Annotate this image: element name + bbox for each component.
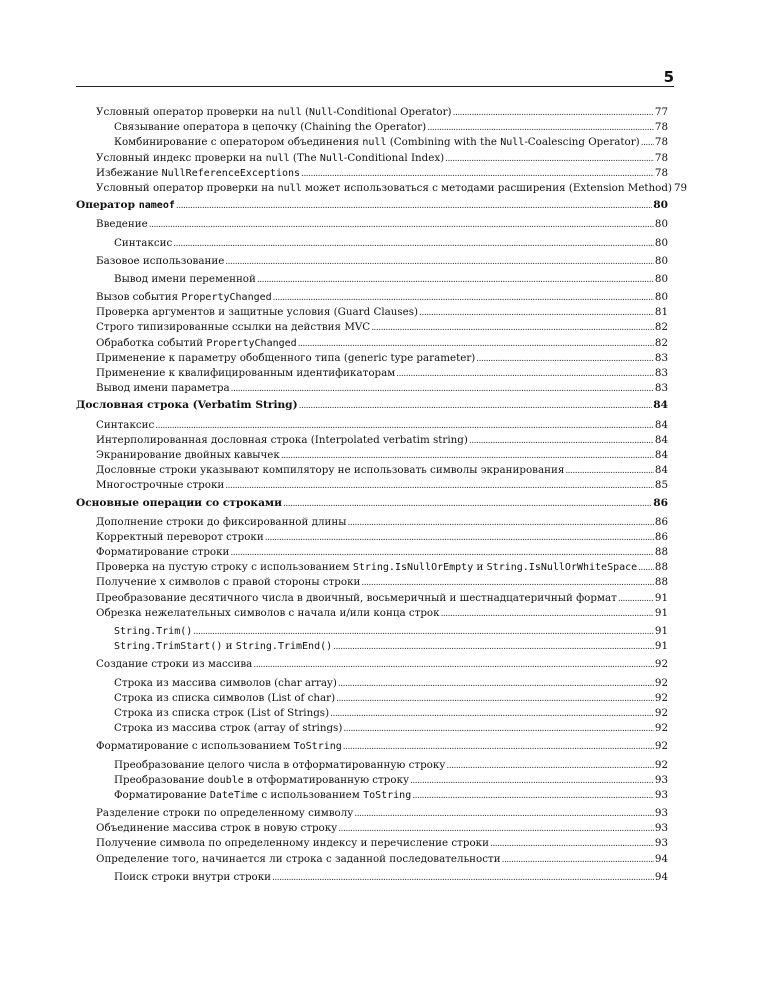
- toc-dot-leader: [410, 773, 654, 789]
- toc-entry[interactable]: [76, 606, 668, 621]
- toc-text-fragment: Вывод имени переменной: [114, 272, 256, 285]
- toc-page-number: 82: [654, 336, 668, 349]
- toc-text-fragment: Основные операции со строками: [76, 496, 282, 509]
- toc-text-fragment: Проверка на пустую строку с использованием: [96, 561, 353, 574]
- toc-dot-leader: [298, 336, 654, 352]
- toc-entry-title: [96, 657, 252, 672]
- toc-dot-leader: [476, 351, 654, 367]
- toc-entry[interactable]: [76, 433, 668, 448]
- toc-entry[interactable]: [76, 545, 668, 560]
- toc-entry[interactable]: [76, 870, 668, 885]
- toc-entry[interactable]: [76, 591, 668, 606]
- toc-dot-leader: [354, 806, 654, 822]
- toc-entry[interactable]: [76, 320, 668, 335]
- toc-text-fragment: Строка из списка строк (List of Strings): [114, 706, 330, 719]
- toc-page-number: 78: [654, 151, 668, 164]
- toc-entry-title: [96, 448, 280, 463]
- toc-page-number: 84: [654, 464, 668, 477]
- toc-dot-leader: [231, 381, 654, 397]
- toc-page-number: 78: [654, 121, 668, 134]
- toc-page-number: 80: [654, 291, 668, 304]
- toc-page-number: 93: [654, 822, 668, 835]
- toc-code-fragment: null: [362, 137, 387, 149]
- toc-entry-title: [96, 530, 264, 545]
- toc-entry-title: [114, 706, 329, 721]
- toc-dot-leader: [149, 217, 654, 233]
- toc-text-fragment: Вызов события: [96, 291, 182, 304]
- toc-entry[interactable]: [76, 691, 668, 706]
- toc-entry-title: [96, 463, 564, 478]
- toc-dot-leader: [453, 105, 654, 121]
- toc-entry[interactable]: [76, 560, 668, 575]
- toc-text-fragment: Поиск строки внутри строки: [114, 870, 272, 883]
- toc-text-fragment: Условный оператор проверки на: [96, 106, 278, 118]
- toc-code-fragment: nameof: [138, 200, 175, 212]
- toc-page-number: 92: [654, 706, 668, 719]
- toc-entry-title: [96, 381, 230, 396]
- toc-text-fragment: Создание строки из массива: [96, 658, 253, 671]
- toc-dot-leader: [565, 463, 654, 479]
- toc-page-number: 86: [653, 496, 668, 509]
- toc-text-fragment: Синтаксис: [96, 418, 155, 431]
- toc-entry-title: [96, 320, 370, 335]
- toc-text-fragment: -Conditional Operator): [333, 106, 452, 118]
- toc-entry[interactable]: [76, 639, 668, 654]
- toc-page-number: 81: [654, 306, 668, 319]
- toc-dot-leader: [301, 166, 654, 182]
- page-number: 5: [663, 68, 674, 86]
- toc-text-fragment: Строка из массива символов (char array): [114, 676, 337, 689]
- toc-text-fragment: Корректный переворот строки: [96, 530, 264, 543]
- toc-entry[interactable]: [76, 105, 668, 120]
- toc-page-number: 92: [654, 758, 668, 771]
- toc-code-fragment: Null: [319, 152, 344, 164]
- toc-entry-title: [114, 676, 337, 691]
- toc-page-number: 83: [654, 382, 668, 395]
- toc-page-number: 92: [654, 691, 668, 704]
- toc-dot-leader: [330, 706, 654, 722]
- toc-code-fragment: NullReferenceExceptions: [161, 167, 301, 179]
- toc-entry-title: [96, 305, 418, 320]
- toc-dot-leader: [412, 788, 654, 804]
- toc-page-number: 84: [654, 448, 668, 461]
- toc-page-number: 80: [653, 199, 668, 212]
- toc-page-number: 93: [654, 807, 668, 820]
- toc-page-number: 92: [654, 722, 668, 735]
- toc-entry-title: [96, 545, 229, 560]
- toc-page-number: 92: [654, 676, 668, 689]
- toc-entry-title: [76, 496, 282, 511]
- toc-dot-leader: [371, 320, 654, 336]
- toc-dot-leader: [265, 530, 654, 546]
- toc-page-number: 83: [654, 351, 668, 364]
- toc-entry[interactable]: [76, 478, 668, 493]
- toc-entry-title: [114, 758, 445, 773]
- toc-text-fragment: Связывание оператора в цепочку (Chaining the Operator): [114, 121, 427, 134]
- toc-text-fragment: Обрезка нежелательных символов с начала и/или конца строк: [96, 606, 440, 619]
- toc-text-fragment: Условный индекс проверки на: [96, 151, 266, 164]
- toc-entry-title: [96, 366, 395, 381]
- toc-page-number: 80: [654, 236, 668, 249]
- toc-entry-title: [96, 254, 224, 269]
- toc-text-fragment: Форматирование: [114, 788, 210, 801]
- toc-entry-title: [114, 691, 335, 706]
- toc-entry-title: [96, 821, 337, 836]
- toc-dot-leader: [502, 852, 654, 868]
- toc-entry[interactable]: [76, 676, 668, 691]
- toc-entry-title: [96, 151, 444, 166]
- toc-dot-leader: [441, 606, 654, 622]
- toc-page-number: 91: [654, 591, 668, 604]
- toc-page-number: 94: [654, 852, 668, 865]
- toc-dot-leader: [343, 721, 654, 737]
- toc-code-fragment: ToString: [363, 789, 412, 801]
- toc-entry-title: [96, 336, 297, 351]
- toc-text-fragment: -Coalescing Operator): [524, 136, 640, 149]
- toc-text-fragment: Определение того, начинается ли строка с заданной последовательности: [96, 852, 501, 865]
- toc-dot-leader: [176, 198, 652, 214]
- toc-entry[interactable]: [76, 151, 668, 166]
- toc-entry-title: [76, 198, 175, 213]
- toc-entry[interactable]: [76, 657, 668, 672]
- toc-dot-leader: [361, 575, 653, 591]
- toc-page-number: 85: [654, 479, 668, 492]
- toc-text-fragment: Преобразование десятичного числа в двоичный, восьмеричный и шестнадцатеричный формат: [96, 591, 617, 604]
- toc-dot-leader: [257, 272, 654, 288]
- toc-text-fragment: Применение к квалифицированным идентификаторам: [96, 367, 396, 379]
- toc-entry[interactable]: [76, 290, 668, 305]
- toc-text-fragment: Строка из списка символов (List of char): [114, 691, 336, 704]
- toc-text-fragment: (: [301, 106, 309, 118]
- toc-text-fragment: (The: [289, 151, 320, 164]
- toc-entry-title: [96, 591, 617, 606]
- toc-text-fragment: Разделение строки по определенному символу: [96, 807, 354, 820]
- toc-entry[interactable]: [76, 721, 668, 736]
- toc-page-number: 80: [654, 272, 668, 285]
- toc-entry[interactable]: [76, 852, 668, 867]
- toc-entry-title: [96, 806, 353, 821]
- toc-entry[interactable]: [76, 366, 668, 381]
- toc-dot-leader: [272, 870, 654, 886]
- toc-entry-title: [114, 624, 192, 639]
- toc-entry[interactable]: [76, 530, 668, 545]
- toc-text-fragment: Интерполированная дословная строка (Interpolated verbatim string): [96, 433, 468, 446]
- toc-text-fragment: Объединение массива строк в новую строку: [96, 822, 338, 835]
- toc-entry[interactable]: [76, 758, 668, 773]
- toc-entry-title: [96, 166, 300, 181]
- toc-text-fragment: в отформатированную строку: [243, 773, 410, 786]
- toc-entry[interactable]: [76, 806, 668, 821]
- toc-entry[interactable]: [76, 351, 668, 366]
- toc-text-fragment: Получение x символов с правой стороны строки: [96, 576, 361, 589]
- toc-entry-title: [96, 478, 224, 493]
- toc-page-number: 93: [654, 837, 668, 850]
- toc-entry-title: [96, 515, 346, 530]
- toc-page-number: 84: [654, 418, 668, 431]
- toc-page-number: 93: [654, 773, 668, 786]
- toc-page-number: 82: [654, 321, 668, 334]
- toc-dot-leader: [641, 135, 654, 151]
- toc-entry-title: [96, 105, 452, 120]
- header-rule: [76, 86, 674, 87]
- toc-text-fragment: Экранирование двойных кавычек: [96, 448, 280, 461]
- toc-dot-leader: [283, 496, 652, 512]
- toc-code-fragment: ToString: [293, 741, 342, 753]
- toc-page-number: 77: [654, 106, 668, 118]
- toc-text-fragment: Дословная строка (Verbatim String): [76, 399, 298, 412]
- toc-entry[interactable]: [76, 381, 668, 396]
- toc-dot-leader: [155, 418, 654, 434]
- toc-dot-leader: [225, 478, 654, 494]
- toc-page-number: 93: [654, 788, 668, 801]
- toc-dot-leader: [396, 366, 654, 382]
- toc-entry[interactable]: [76, 166, 668, 181]
- toc-code-fragment: String.TrimEnd(): [235, 641, 333, 653]
- toc-entry-title: [114, 272, 256, 287]
- toc-page-number: 84: [653, 399, 668, 412]
- toc-entry-title: [114, 870, 271, 885]
- toc-text-fragment: -Conditional Index): [343, 151, 445, 164]
- toc-text-fragment: Дополнение строки до фиксированной длины: [96, 515, 347, 528]
- toc-page-number: 88: [654, 546, 668, 559]
- toc-text-fragment: Строка из массива строк (array of strings): [114, 722, 343, 735]
- toc-entry[interactable]: [76, 773, 668, 788]
- toc-chapter-entry[interactable]: [76, 398, 668, 413]
- toc-entry[interactable]: [76, 236, 668, 251]
- toc-text-fragment: Комбинирование с оператором объединения: [114, 136, 363, 149]
- toc-code-fragment: String.Trim(): [114, 626, 193, 637]
- toc-entry-title: [96, 217, 148, 232]
- toc-code-fragment: Null: [500, 137, 525, 149]
- toc-entry[interactable]: [76, 448, 668, 463]
- toc-dot-leader: [273, 290, 654, 306]
- toc-text-fragment: Вывод имени параметра: [96, 382, 230, 395]
- toc-text-fragment: Преобразование целого числа в отформатированную строку: [114, 758, 446, 771]
- toc-page-number: 83: [654, 367, 668, 379]
- toc-entry[interactable]: [76, 836, 668, 851]
- toc-code-fragment: PropertyChanged: [181, 292, 272, 304]
- toc-entry[interactable]: [76, 788, 668, 803]
- toc-dot-leader: [347, 515, 653, 531]
- toc-entry[interactable]: [76, 272, 668, 287]
- toc-text-fragment: Форматирование строки: [96, 546, 230, 559]
- toc-text-fragment: Форматирование с использованием: [96, 740, 294, 753]
- toc-dot-leader: [225, 254, 654, 270]
- toc-text-fragment: Оператор: [76, 199, 139, 212]
- toc-code-fragment: null: [265, 152, 290, 164]
- toc-dot-leader: [419, 305, 654, 321]
- toc-dot-leader: [338, 676, 654, 692]
- toc-page-number: 88: [654, 576, 668, 589]
- toc-entry[interactable]: [76, 305, 668, 320]
- toc-entry[interactable]: [76, 575, 668, 590]
- toc-entry[interactable]: [76, 624, 668, 639]
- toc-dot-leader: [193, 624, 654, 640]
- toc-text-fragment: Базовое использование: [96, 254, 225, 267]
- toc-page-number: 86: [654, 515, 668, 528]
- toc-code-fragment: String.IsNullOrEmpty: [352, 562, 474, 574]
- toc-entry-title: [96, 433, 468, 448]
- toc-entry[interactable]: [76, 706, 668, 721]
- toc-entry-title: [96, 852, 501, 867]
- toc-text-fragment: Дословные строки указывают компилятору не использовать символы экранирования: [96, 464, 565, 477]
- toc-text-fragment: Получение символа по определенному индексу и перечисление строки: [96, 837, 489, 850]
- toc-page-number: 91: [654, 606, 668, 619]
- toc-page-number: 92: [654, 740, 668, 753]
- toc-entry-title: [96, 181, 672, 196]
- toc-dot-leader: [343, 739, 654, 755]
- toc-entry[interactable]: [76, 463, 668, 478]
- toc-page-number: 80: [654, 218, 668, 231]
- toc-chapter-entry[interactable]: [76, 198, 668, 213]
- toc-text-fragment: Строго типизированные ссылки на действия MVC: [96, 321, 371, 334]
- toc-entry-title: [114, 120, 426, 135]
- toc-text-fragment: Условный оператор проверки на: [96, 181, 278, 194]
- toc-entry-title: [96, 290, 272, 305]
- toc-entry-title: [114, 236, 172, 251]
- toc-entry[interactable]: [76, 821, 668, 836]
- toc-dot-leader: [446, 758, 654, 774]
- toc-code-fragment: String.IsNullOrWhiteSpace: [486, 562, 638, 574]
- toc-entry-title: [114, 639, 332, 654]
- toc-page-number: 78: [654, 136, 668, 149]
- toc-dot-leader: [336, 691, 654, 707]
- toc-entry[interactable]: [76, 336, 668, 351]
- toc-page-number: 94: [654, 870, 668, 883]
- toc-entry[interactable]: [76, 120, 668, 135]
- table-of-contents: [76, 105, 688, 885]
- toc-dot-leader: [445, 151, 654, 167]
- toc-dot-leader: [490, 836, 654, 852]
- toc-code-fragment: String.TrimStart(): [114, 641, 223, 653]
- toc-entry-title: [114, 135, 640, 150]
- toc-entry-title: [96, 560, 637, 575]
- toc-entry-title: [96, 351, 475, 366]
- toc-page-number: 92: [654, 658, 668, 671]
- toc-entry-title: [76, 398, 298, 413]
- toc-text-fragment: и: [222, 640, 236, 653]
- toc-entry[interactable]: [76, 135, 668, 150]
- toc-page-number: 86: [654, 530, 668, 543]
- toc-text-fragment: Введение: [96, 218, 148, 231]
- toc-page-number: 88: [654, 561, 668, 574]
- toc-text-fragment: и: [473, 561, 487, 574]
- toc-page-number: 84: [654, 433, 668, 446]
- toc-entry-title: [96, 739, 342, 754]
- toc-page-number: 80: [654, 254, 668, 267]
- toc-entry[interactable]: [76, 181, 688, 196]
- toc-dot-leader: [338, 821, 654, 837]
- toc-text-fragment: может использоваться с методами расширения (Extension Method): [301, 181, 672, 194]
- toc-entry[interactable]: [76, 254, 668, 269]
- toc-code-fragment: double: [207, 774, 244, 786]
- toc-entry-title: [96, 418, 154, 433]
- toc-dot-leader: [469, 433, 654, 449]
- toc-entry-title: [96, 575, 360, 590]
- toc-text-fragment: Обработка событий: [96, 336, 207, 349]
- toc-text-fragment: Синтаксис: [114, 236, 173, 249]
- toc-text-fragment: (Combining with the: [386, 136, 501, 149]
- toc-dot-leader: [253, 657, 654, 673]
- toc-dot-leader: [299, 398, 653, 414]
- toc-page-number: 78: [654, 166, 668, 179]
- toc-chapter-entry[interactable]: [76, 496, 668, 511]
- toc-dot-leader: [230, 545, 653, 561]
- toc-entry-title: [114, 721, 342, 736]
- toc-text-fragment: Применение к параметру обобщенного типа (generic type parameter): [96, 351, 476, 364]
- toc-text-fragment: Избежание: [96, 166, 162, 179]
- toc-code-fragment: PropertyChanged: [206, 337, 297, 349]
- toc-entry[interactable]: [76, 739, 668, 754]
- toc-page-number: 79: [674, 181, 688, 194]
- toc-code-fragment: null: [277, 182, 302, 194]
- toc-entry[interactable]: [76, 418, 668, 433]
- toc-text-fragment: Преобразование: [114, 773, 208, 786]
- toc-code-fragment: Null: [308, 107, 334, 118]
- toc-page-number: 91: [654, 625, 668, 637]
- toc-entry-title: [96, 606, 440, 621]
- toc-entry-title: [96, 836, 489, 851]
- toc-page-number: 91: [654, 640, 668, 653]
- toc-dot-leader: [618, 591, 654, 607]
- toc-dot-leader: [638, 560, 654, 576]
- toc-entry[interactable]: [76, 217, 668, 232]
- toc-entry[interactable]: [76, 515, 668, 530]
- toc-text-fragment: с использованием: [258, 788, 364, 801]
- toc-text-fragment: Проверка аргументов и защитные условия (Guard Clauses): [96, 306, 419, 319]
- toc-dot-leader: [427, 120, 654, 136]
- toc-entry-title: [114, 788, 411, 803]
- toc-text-fragment: Многострочные строки: [96, 479, 225, 492]
- toc-code-fragment: DateTime: [209, 789, 259, 801]
- toc-dot-leader: [333, 639, 654, 655]
- toc-entry-title: [114, 773, 409, 788]
- toc-dot-leader: [281, 448, 654, 464]
- toc-dot-leader: [173, 236, 654, 252]
- toc-code-fragment: null: [277, 107, 302, 118]
